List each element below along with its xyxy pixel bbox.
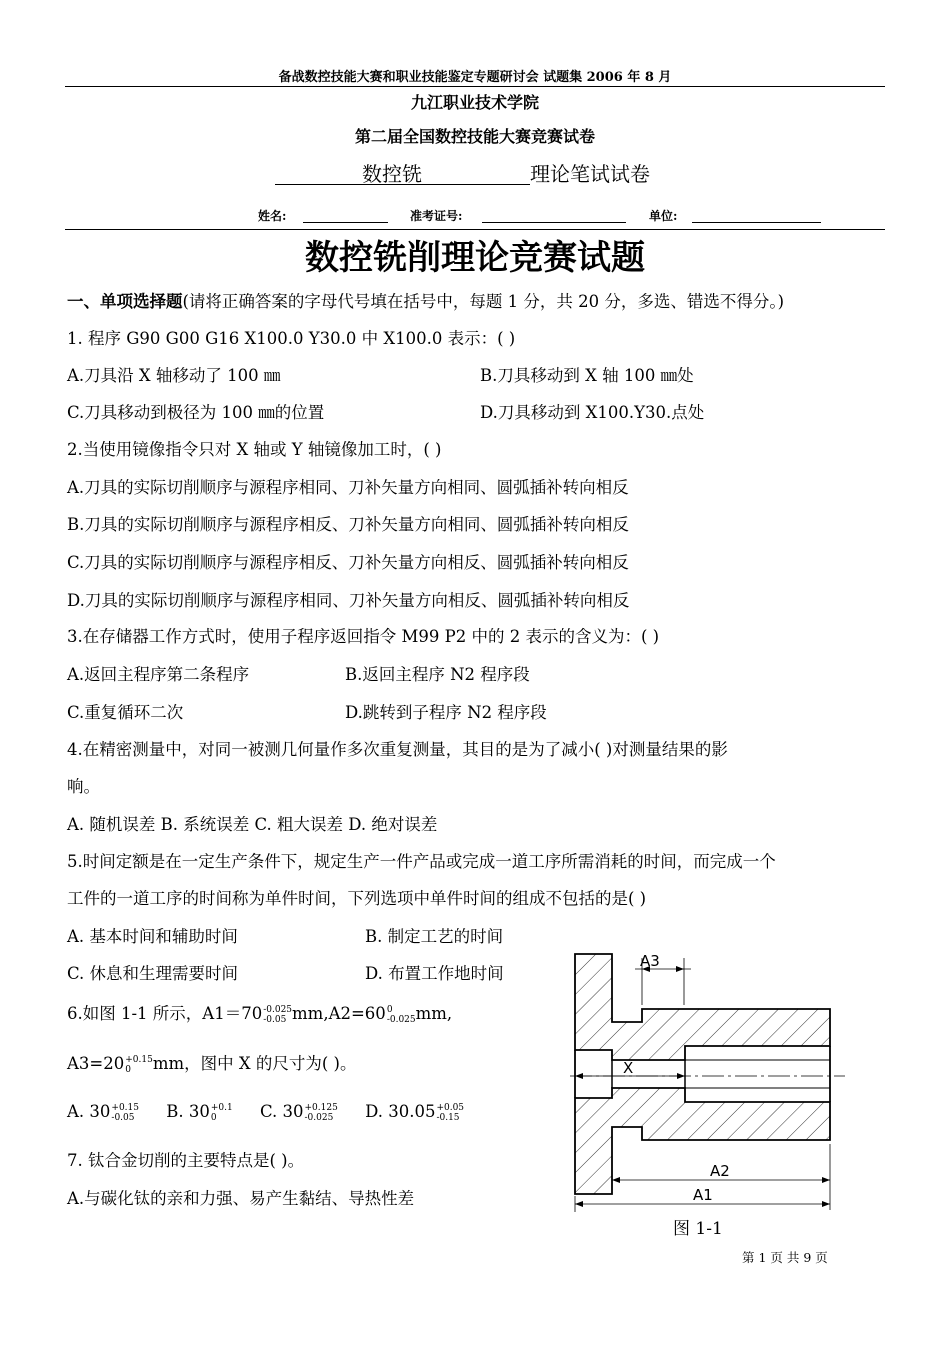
q1-option-d: D.刀具移动到 X100.Y30.点处 <box>480 403 705 422</box>
q5-option-c: C. 休息和生理需要时间 <box>67 964 239 983</box>
exam-id-blank[interactable] <box>482 222 626 223</box>
q1-option-b: B.刀具移动到 X 轴 100 ㎜处 <box>480 366 694 385</box>
q6-a2-unit: mm, <box>415 1004 453 1023</box>
question-1: 1. 程序 G90 G00 G16 X100.0 Y30.0 中 X100.0 表示：( ) <box>67 329 516 348</box>
q6-option-b: B. 30 +0.1 0 <box>166 1102 233 1123</box>
name-label: 姓名: <box>258 209 287 223</box>
label-a1: A1 <box>693 1186 713 1204</box>
upper-hatched-section <box>575 954 830 1060</box>
q1-option-c: C.刀具移动到极径为 100 ㎜的位置 <box>67 403 325 422</box>
q1-option-a: A.刀具沿 X 轴移动了 100 ㎜ <box>67 366 281 385</box>
page-title: 数控铣削理论竞赛试题 <box>305 238 645 278</box>
q6-option-a: A. 30 +0.15 -0.05 <box>67 1102 139 1123</box>
name-blank[interactable] <box>303 222 388 223</box>
page-footer: 第 1 页 共 9 页 <box>742 1250 828 1265</box>
lower-hatched-section <box>575 1088 830 1194</box>
question-4-line-2: 响。 <box>67 777 100 796</box>
unit-blank[interactable] <box>692 222 821 223</box>
q6-option-d: D. 30.05 +0.05 -0.15 <box>365 1102 465 1123</box>
section-1-title: 一、单项选择题 <box>67 292 183 311</box>
header-top-text: 备战数控技能大赛和职业技能鉴定专题研讨会 试题集 2006 年 8 月 <box>278 70 672 85</box>
school-name: 九江职业技术学院 <box>410 93 539 112</box>
q4-options: A. 随机误差 B. 系统误差 C. 粗大误差 D. 绝对误差 <box>67 815 438 834</box>
question-4-line-1: 4.在精密测量中，对同一被测几何量作多次重复测量，其目的是为了减小( )对测量结果的影 <box>67 740 728 759</box>
a3-tolerance: +0.15 0 <box>125 1054 153 1075</box>
q6-question-text: mm，图中 X 的尺寸为( )。 <box>152 1054 357 1073</box>
q2-option-c: C.刀具的实际切削顺序与源程序相反、刀补矢量方向相反、圆弧插补转向相反 <box>67 553 629 572</box>
question-6-line-1 <box>67 1000 452 1025</box>
question-5-line-2: 工件的一道工序的时间称为单件时间，下列选项中单件时间的组成不包括的是( ) <box>67 889 647 908</box>
label-a2: A2 <box>710 1162 730 1180</box>
contest-name: 第二届全国数控技能大赛竞赛试卷 <box>354 127 595 146</box>
q2-option-b: B.刀具的实际切削顺序与源程序相反、刀补矢量方向相同、圆弧插补转向相反 <box>67 515 629 534</box>
a1-tolerance: -0.025 -0.05 <box>263 1004 293 1025</box>
section-1-note: (请将正确答案的字母代号填在括号中，每题 1 分，共 20 分，多选、错选不得分。) <box>182 292 785 311</box>
q6-options <box>67 1102 464 1123</box>
q6-a1-text: 6.如图 1-1 所示，A1＝70 <box>67 1004 263 1023</box>
header-rule <box>65 86 885 87</box>
q3-option-b: B.返回主程序 N2 程序段 <box>345 665 530 684</box>
q5-option-d: D. 布置工作地时间 <box>365 964 504 983</box>
subject: 数控铣 <box>362 162 422 186</box>
question-6-line-2 <box>67 1050 356 1075</box>
question-2: 2.当使用镜像指令只对 X 轴或 Y 轴镜像加工时，( ) <box>67 440 442 459</box>
q3-option-d: D.跳转到子程序 N2 程序段 <box>345 703 547 722</box>
q2-option-d: D.刀具的实际切削顺序与源程序相同、刀补矢量方向相反、圆弧插补转向相反 <box>67 591 630 610</box>
subject-suffix: 理论笔试试卷 <box>530 162 650 186</box>
q5-option-b: B. 制定工艺的时间 <box>365 927 504 946</box>
q7-option-a: A.与碳化钛的亲和力强、易产生黏结、导热性差 <box>67 1189 415 1208</box>
q6-option-c: C. 30 +0.125 -0.025 <box>259 1102 338 1123</box>
q2-option-a: A.刀具的实际切削顺序与源程序相同、刀补矢量方向相同、圆弧插补转向相反 <box>67 478 629 497</box>
figure-1-1-drawing <box>560 950 850 1212</box>
unit-label: 单位: <box>649 209 678 223</box>
question-3: 3.在存储器工作方式时，使用子程序返回指令 M99 P2 中的 2 表示的含义为：( ) <box>67 627 660 646</box>
q5-option-a: A. 基本时间和辅助时间 <box>67 927 238 946</box>
exam-id-label: 准考证号: <box>410 209 463 223</box>
q6-a3-text: A3=20 <box>67 1054 125 1073</box>
a2-tolerance: 0 -0.025 <box>386 1004 416 1025</box>
label-x: X <box>623 1059 634 1077</box>
question-7: 7. 钛合金切削的主要特点是( )。 <box>67 1151 305 1170</box>
q6-a2-text: mm,A2=60 <box>292 1004 386 1023</box>
question-5-line-1: 5.时间定额是在一定生产条件下，规定生产一件产品或完成一道工序所需消耗的时间，而完成一个 <box>67 852 776 871</box>
section-1-heading <box>67 288 784 312</box>
q3-option-c: C.重复循环二次 <box>67 703 184 722</box>
q3-option-a: A.返回主程序第二条程序 <box>67 665 250 684</box>
label-a3: A3 <box>640 952 660 970</box>
figure-caption: 图 1-1 <box>673 1219 723 1239</box>
